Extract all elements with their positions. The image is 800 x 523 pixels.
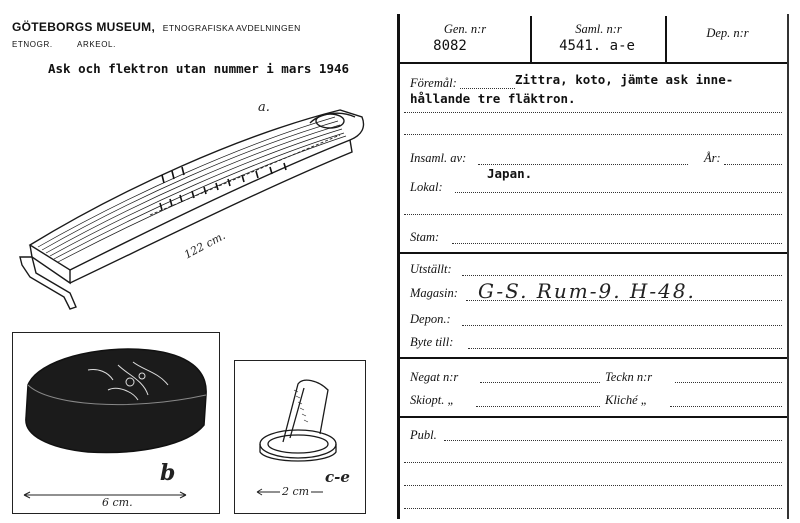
utstallt-label: Utställt: xyxy=(410,262,452,276)
negat-dots xyxy=(480,382,600,383)
byte-dots xyxy=(468,348,782,349)
skiopt-dots xyxy=(476,406,600,407)
museum-title: GÖTEBORGS MUSEUM, xyxy=(12,20,156,34)
typed-title: Ask och flektron utan nummer i mars 1946 xyxy=(48,61,350,76)
utstallt-dots xyxy=(462,275,782,276)
foremal-line1: Zittra, koto, jämte ask inne- xyxy=(515,72,734,87)
dep-label: Dep. n:r xyxy=(706,26,749,40)
department-name: ETNOGRAFISKA AVDELNINGEN xyxy=(162,23,301,33)
foremal-dots-3 xyxy=(404,134,782,135)
foremal-label: Föremål: xyxy=(410,76,457,90)
magasin-value: G-S. Rum-9. H-48. xyxy=(478,279,696,303)
ar-label: År: xyxy=(704,151,721,165)
sketch-a-letter: a. xyxy=(258,100,270,115)
card-right-edge xyxy=(787,14,789,519)
publ-dots-2 xyxy=(404,462,782,463)
kliche-label: Kliché „ xyxy=(605,393,648,407)
insaml-label: Insaml. av: xyxy=(410,151,467,165)
card-divider xyxy=(397,14,400,519)
teckn-dots xyxy=(675,382,782,383)
sketch-ce-letter: c-e xyxy=(325,468,350,486)
foremal-dots-1 xyxy=(460,88,515,89)
museum-name xyxy=(12,20,301,34)
gen-label: Gen. n:r xyxy=(443,22,487,36)
depon-dots xyxy=(462,325,782,326)
publ-dots-3 xyxy=(404,485,782,486)
section-rule-2 xyxy=(400,357,788,359)
section-rule-3 xyxy=(400,416,788,418)
sub-archaeology: ARKEOL. xyxy=(77,40,116,49)
saml-label: Saml. n:r xyxy=(575,22,622,36)
publ-dots-1 xyxy=(444,440,782,441)
gen-value: 8082 xyxy=(433,38,467,54)
foremal-line2: hållande tre fläktron. xyxy=(410,91,576,106)
section-rule-1 xyxy=(400,252,788,254)
foremal-dots-2 xyxy=(404,112,782,113)
stam-label: Stam: xyxy=(410,230,440,244)
depon-label: Depon.: xyxy=(410,312,451,326)
koto-sketch xyxy=(10,95,390,320)
lokal-value: Japan. xyxy=(487,166,533,181)
ar-dots xyxy=(724,164,782,165)
negat-label: Negat n:r xyxy=(410,370,459,384)
sketch-a-length: 122 cm. xyxy=(182,229,228,262)
lokal-label: Lokal: xyxy=(410,180,443,194)
byte-label: Byte till: xyxy=(410,335,454,349)
stam-dots xyxy=(452,243,782,244)
kliche-dots xyxy=(670,406,782,407)
insaml-dots xyxy=(478,164,688,165)
sub-ethnography: ETNOGR. xyxy=(12,40,53,49)
sketch-b-size: 6 cm. xyxy=(102,496,133,509)
magasin-label: Magasin: xyxy=(410,286,458,300)
skiopt-label: Skiopt. „ xyxy=(410,393,455,407)
saml-value: 4541. a-e xyxy=(559,38,635,54)
plectrum-sketch xyxy=(248,372,348,472)
header-rule xyxy=(400,62,788,64)
sketch-b-letter: b xyxy=(160,460,176,486)
teckn-label: Teckn n:r xyxy=(605,370,653,384)
publ-label: Publ. xyxy=(410,428,437,442)
magasin-dots xyxy=(466,300,782,301)
box-sketch xyxy=(18,340,213,460)
sketch-ce-size: 2 cm xyxy=(282,485,310,498)
lokal-dots-1 xyxy=(455,192,782,193)
lokal-dots-2 xyxy=(404,214,782,215)
publ-dots-4 xyxy=(404,508,782,509)
sub-departments xyxy=(12,40,138,49)
